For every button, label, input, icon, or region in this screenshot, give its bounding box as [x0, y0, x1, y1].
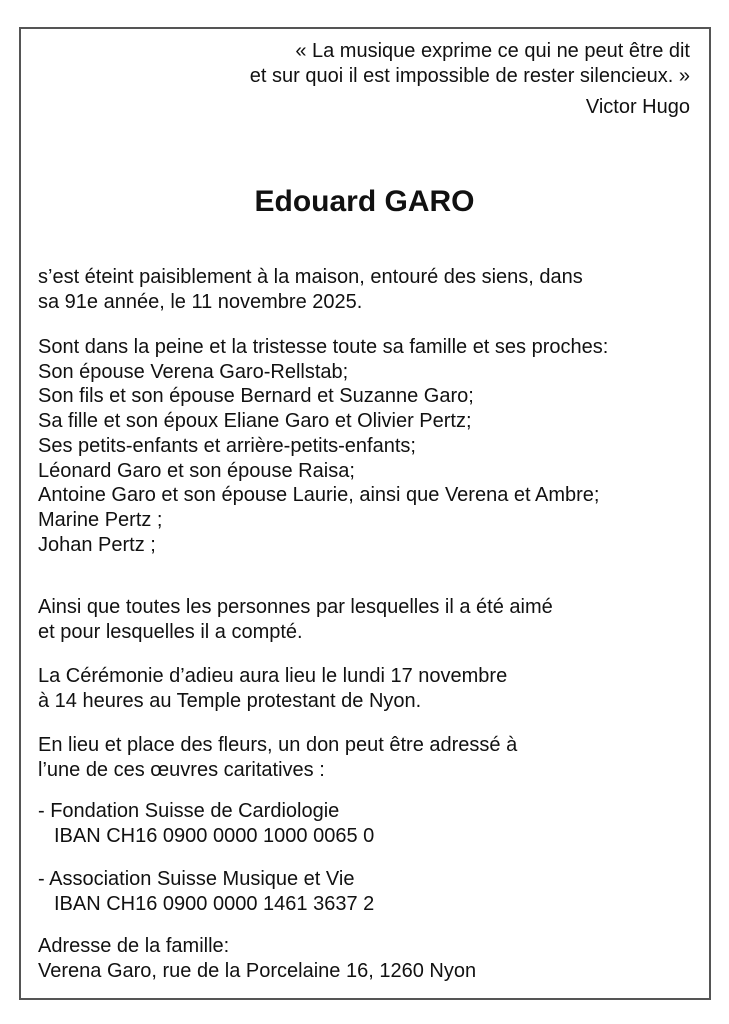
family-address — [38, 934, 476, 983]
address-value: Verena Garo, rue de la Porcelaine 16, 1260 Nyon — [38, 959, 477, 982]
family-line: Léonard Garo et son épouse Raisa; — [38, 459, 355, 482]
family-line: Ses petits-enfants et arrière-petits-enfants; — [38, 434, 416, 457]
address-label: Adresse de la famille: — [38, 935, 230, 957]
intro-paragraph — [38, 265, 583, 314]
others-line: Ainsi que toutes les personnes par lesquelles il a été aimé — [38, 596, 553, 618]
others-paragraph — [38, 595, 553, 644]
family-list — [38, 335, 608, 557]
others-line: et pour lesquelles il a compté. — [38, 620, 303, 643]
charity-name: - Fondation Suisse de Cardiologie — [38, 800, 340, 822]
family-line: Sont dans la peine et la tristesse toute sa famille et ses proches: — [38, 336, 609, 358]
charity-iban: IBAN CH16 0900 0000 1461 3637 2 — [54, 892, 375, 915]
donation-line: En lieu et place des fleurs, un don peut être adressé à — [38, 734, 518, 756]
family-line: Johan Pertz ; — [38, 533, 156, 556]
family-line: Antoine Garo et son épouse Laurie, ainsi que Verena et Ambre; — [38, 484, 600, 507]
ceremony-line: à 14 heures au Temple protestant de Nyon. — [38, 689, 422, 712]
ceremony-line: La Cérémonie d’adieu aura lieu le lundi 17 novembre — [38, 665, 508, 687]
epigraph-quote — [250, 39, 690, 120]
intro-line: s’est éteint paisiblement à la maison, entouré des siens, dans — [38, 266, 583, 288]
quote-line: et sur quoi il est impossible de rester silencieux. » — [249, 65, 690, 87]
family-line: Son épouse Verena Garo-Rellstab; — [38, 360, 349, 383]
intro-line: sa 91e année, le 11 novembre 2025. — [38, 290, 363, 313]
donation-paragraph — [38, 733, 517, 782]
family-line: Marine Pertz ; — [38, 508, 163, 531]
charity-name: - Association Suisse Musique et Vie — [38, 868, 355, 890]
charity-2 — [38, 867, 374, 916]
quote-author: Victor Hugo — [585, 96, 690, 118]
ceremony-paragraph — [38, 664, 507, 713]
deceased-name: Edouard GARO — [254, 185, 475, 218]
charity-iban: IBAN CH16 0900 0000 1000 0065 0 — [54, 824, 375, 847]
family-line: Son fils et son épouse Bernard et Suzanne Garo; — [38, 385, 474, 408]
family-line: Sa fille et son époux Eliane Garo et Olivier Pertz; — [38, 410, 472, 433]
donation-line: l’une de ces œuvres caritatives : — [38, 758, 325, 781]
charity-1 — [38, 799, 374, 848]
quote-line: « La musique exprime ce qui ne peut être dit — [295, 40, 690, 62]
